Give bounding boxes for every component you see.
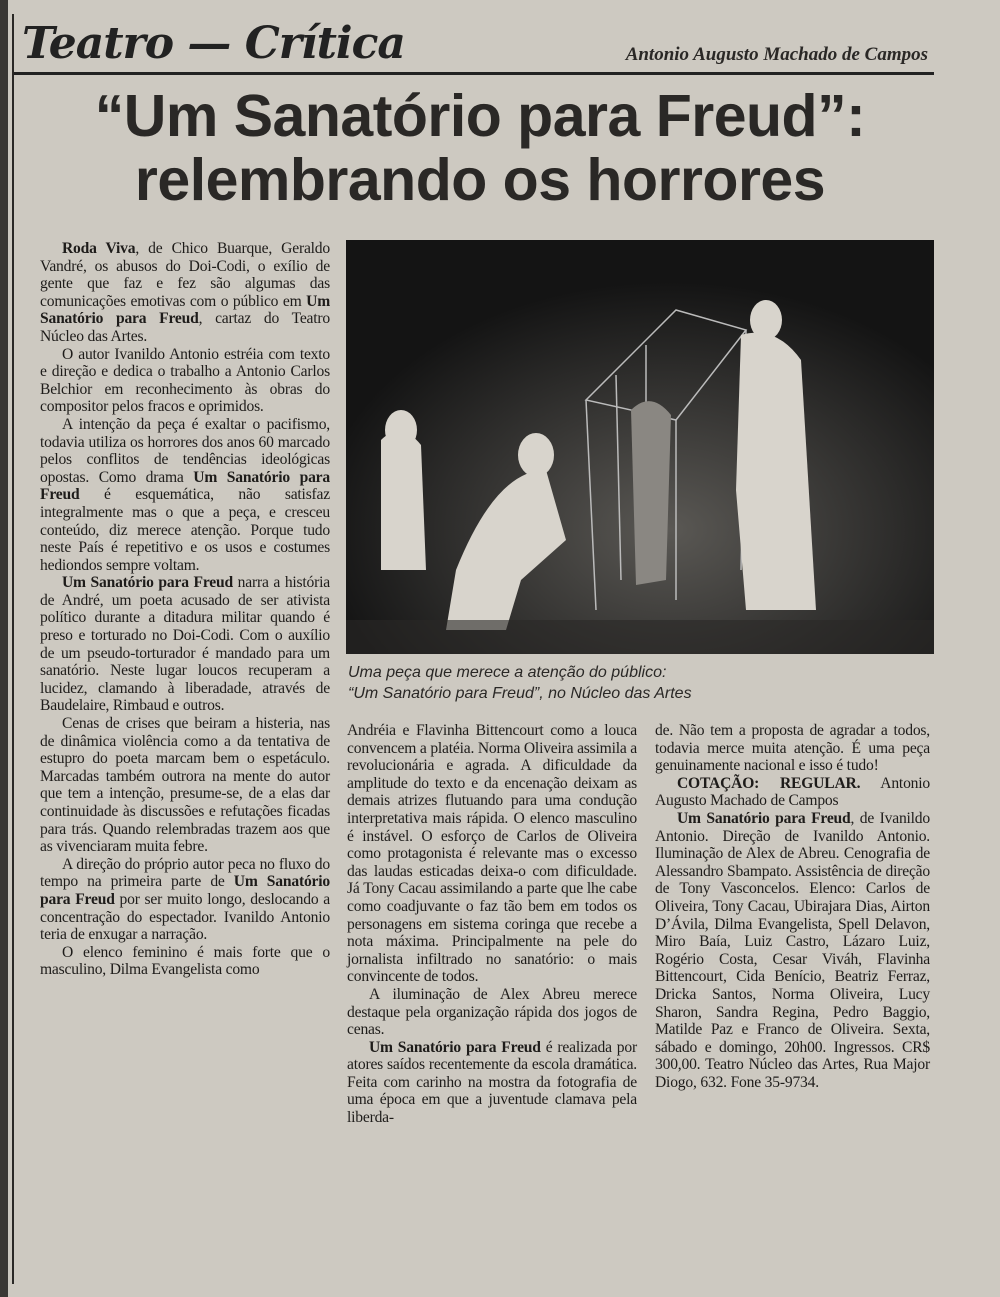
page-edge-shadow (0, 0, 8, 1297)
section-title: Teatro — Crítica (22, 18, 405, 69)
photo-caption-line-2: “Um Sanatório para Freud”, no Núcleo das Artes (348, 685, 692, 702)
article-paragraph (347, 722, 637, 986)
headline-line-1: “Um Sanatório para Freud”: (94, 83, 866, 149)
article-column-2 (347, 722, 637, 1127)
body-text: A iluminação de Alex Abreu merece destaque pela organização rápida dos jogos de cenas. (347, 985, 637, 1039)
header-rule (14, 72, 934, 75)
bold-text: Um Sanatório para Freud (40, 873, 330, 908)
body-text: O autor Ivanildo Antonio estréia com texto e direção e dedica o trabalho a Antonio Carlos Belchior em reconhecimento às obras do compositor pelos fracos e oprimidos. (40, 345, 330, 416)
photo-caption (348, 662, 692, 704)
bold-text: Um Sanatório para Freud (677, 809, 851, 827)
headline-line-2: relembrando os horrores (134, 147, 826, 213)
body-text: Cenas de crises que beiram a histeria, nas de dinâmica violência como a da tentativa de estupro do poeta marcam bem o espetáculo. Marcadas também outrora na mente do autor que tem a intenção, presume-se, de a elas dar continuidade às discussões e refutações ficadas para trás. Quando relembradas trazem aos que as vivenciaram muita febre. (40, 715, 330, 856)
bold-text: Um Sanatório para Freud (40, 468, 330, 504)
body-text: por ser muito longo, deslocando a concentração do espectador. Ivanildo Antonio teria de enxugar a narração. (40, 890, 330, 944)
article-paragraph (347, 1039, 637, 1127)
body-text: A intenção da peça é exaltar o pacifismo, todavia utiliza os horrores dos anos 60 marcado pelos conflitos de tendências ideológicas opostas. Como drama (40, 415, 330, 486)
body-text: narra a história de André, um poeta acusado de ser ativista político durante a ditadura militar quando é preso e torturado no Doi-Codi. Com o auxílio de um pseudo-torturador é mandado para um sanatório. Neste lugar loucos recuperam a lucidez, clamando à liberadade, através de Baudelaire, Rimbaud e outros. (40, 574, 330, 715)
article-paragraph (40, 416, 330, 574)
article-paragraph (655, 775, 930, 810)
body-text: O elenco feminino é mais forte que o masculino, Dilma Evangelista como (40, 943, 330, 979)
body-text: , cartaz do Teatro Núcleo das Artes. (40, 310, 330, 345)
body-text: é esquemática, não satisfaz integralmente mas o que a peça, e cresceu conteúdo, diz merece atenção. Porque tudo neste País é repetitivo e os usos e costumes hediondos sempre voltam. (40, 486, 330, 574)
headline (30, 84, 930, 212)
bold-text: COTAÇÃO: REGULAR. (677, 774, 861, 792)
article-paragraph (40, 944, 330, 979)
bold-text: Roda Viva (62, 240, 136, 257)
article-paragraph (347, 986, 637, 1039)
article-column-1 (40, 240, 330, 979)
bold-text: Um Sanatório para Freud (62, 574, 233, 592)
body-text: A direção do próprio autor peca no fluxo do tempo na primeira parte de (40, 855, 330, 891)
bold-text: Um Sanatório para Freud (40, 292, 330, 328)
article-paragraph (655, 722, 930, 775)
article-paragraph (40, 574, 330, 715)
article-paragraph (40, 856, 330, 944)
body-text: , de Ivanildo Antonio. Direção de Ivanildo Antonio. Iluminação de Alex de Abreu. Cenografia de Alessandro Sbampato. Assistência de direção de Tony Vasconcelos. Elenco: Carlos de Oliveira, Tony Cacau, Ubirajara Dias, Airton D’Ávila, Dilma Evangelista, Spell Delavon, Miro Baía, Luiz Castro, Lázaro Luiz, Rogério Costa, Cesar Viváh, Flavinha Bittencourt, Cida Benício, Beatriz Ferraz, Dricka Santos, Norma Oliveira, Lucy Sharon, Sandra Regina, Pedro Baggio, Matilde Paz e Franco de Oliveira. Sexta, sábado e domingo, 20h00. Ingressos. CR$ 300,00. Teatro Núcleo das Artes, Rua Major Diogo, 632. Fone 35-9734. (655, 809, 931, 1091)
stage-photo (346, 240, 934, 654)
article-paragraph (655, 810, 930, 1092)
article-paragraph (40, 715, 330, 856)
article-paragraph (40, 346, 330, 416)
byline: Antonio Augusto Machado de Campos (625, 44, 928, 65)
body-text: Antonio Augusto Machado de Campos (655, 774, 930, 810)
body-text: é realizada por atores saídos recentemente da escola dramática. Feita com carinho na mostra da fotografia de uma época em que a juventude clamava pela liberda- (347, 1038, 637, 1127)
body-text: , de Chico Buarque, Geraldo Vandré, os abusos do Doi-Codi, o exílio de gente que faz e fez são algumas das comunicações emotivas com o público em (40, 240, 330, 310)
body-text: de. Não tem a proposta de agradar a todos, todavia merce muita atenção. É uma peça genuinamente nacional e isso é tudo! (655, 722, 930, 775)
article-paragraph (40, 240, 330, 346)
body-text: Andréia e Flavinha Bittencourt como a louca convencem a platéia. Norma Oliveira assimila a revolucionária e agrada. A dificuldade da amplitude do texto e da encenação deixam as demais atrizes flutuando para uma condução interpretativa mais rápida. O elenco masculino é instável. O esforço de Carlos de Oliveira como protagonista é relevante mas o excesso das laudas esticadas deixa-o com dificuldade. Já Tony Cacau assimilando a parte que lhe cabe como coadjuvante o faz tão bem em todos os personagens em sistema coringa que recebe a nota máxima. Principalmente na pele do jornalista infiltrado no sanatório: o mais convincente de todos. (347, 722, 637, 986)
bold-text: Um Sanatório para Freud (369, 1038, 541, 1056)
article-column-3 (655, 722, 930, 1091)
photo-caption-line-1: Uma peça que merece a atenção do público: (348, 664, 667, 681)
